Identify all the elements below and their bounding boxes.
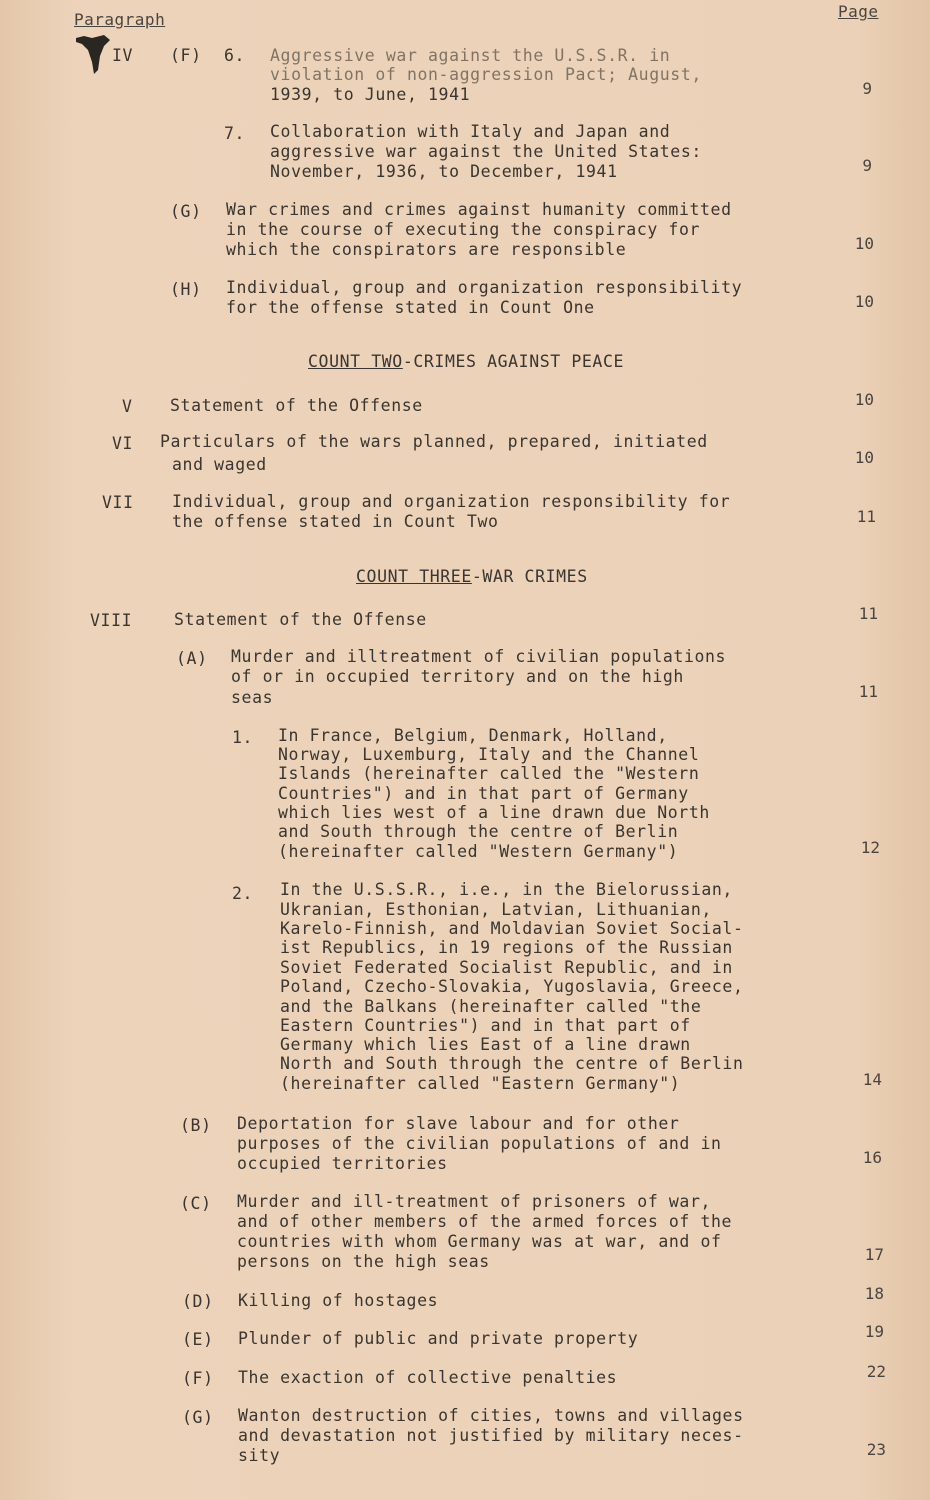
entry-text-line: Collaboration with Italy and Japan and xyxy=(270,122,671,141)
entry-text-line: Killing of hostages xyxy=(238,1291,439,1310)
item-num-2: 2. xyxy=(232,884,254,903)
entry-text-line: purposes of the civilian populations of and in xyxy=(237,1134,722,1153)
page-number: 12 xyxy=(860,838,880,857)
sub-iv-g: (G) xyxy=(170,202,202,221)
entry-text-line: (hereinafter called "Eastern Germany") xyxy=(280,1074,681,1093)
paragraph-column-header: Paragraph xyxy=(74,10,166,29)
entry-text-line: Individual, group and organization responsibility for xyxy=(172,492,731,511)
item-num-7: 7. xyxy=(224,124,246,143)
entry-text-line: North and South through the centre of Berlin xyxy=(280,1054,744,1073)
entry-text-line: sity xyxy=(238,1446,281,1465)
sub-viii-a: (A) xyxy=(176,649,208,668)
heading-underlined: COUNT THREE xyxy=(356,567,472,586)
entry-text-line: Individual, group and organization responsibility xyxy=(226,278,743,297)
entry-text-line: persons on the high seas xyxy=(237,1252,490,1271)
sub-viii-g: (G) xyxy=(182,1408,214,1427)
page-number: 11 xyxy=(858,682,878,701)
entry-text-line: violation of non-aggression Pact; August, xyxy=(270,65,702,84)
page-column-header: Page xyxy=(838,2,879,21)
entry-text-line: Wanton destruction of cities, towns and villages xyxy=(238,1406,744,1425)
item-num-1: 1. xyxy=(232,728,254,747)
sub-iv-h: (H) xyxy=(170,280,202,299)
entry-text-line: Deportation for slave labour and for other xyxy=(237,1114,680,1133)
heading-rest: -WAR CRIMES xyxy=(471,567,588,586)
entry-text-line: Particulars of the wars planned, prepared, initiated xyxy=(160,432,708,451)
page-number: 10 xyxy=(854,292,874,311)
entry-text-line: In France, Belgium, Denmark, Holland, xyxy=(278,726,668,745)
entry-text-line: (hereinafter called "Western Germany") xyxy=(278,842,679,861)
page-number: 14 xyxy=(862,1070,882,1089)
entry-text-line: Karelo-Finnish, and Moldavian Soviet Social- xyxy=(280,919,744,938)
sub-iv-f: (F) xyxy=(170,46,202,65)
page-number: 10 xyxy=(854,234,874,253)
page-number: 16 xyxy=(862,1148,882,1167)
entry-text-line: The exaction of collective penalties xyxy=(238,1368,618,1387)
entry-text-line: Plunder of public and private property xyxy=(238,1329,639,1348)
page-number: 9 xyxy=(862,79,872,98)
entry-text-line: In the U.S.S.R., i.e., in the Bielorussian, xyxy=(280,880,733,899)
entry-text-line: and devastation not justified by military neces- xyxy=(238,1426,744,1445)
sub-viii-f: (F) xyxy=(182,1369,214,1388)
para-viii: VIII xyxy=(90,611,133,630)
entry-text-line: of or in occupied territory and on the high xyxy=(231,667,684,686)
entry-text-line: Poland, Czecho-Slovakia, Yugoslavia, Greece, xyxy=(280,977,744,996)
page-number: 11 xyxy=(858,604,878,623)
entry-text-line: Soviet Federated Socialist Republic, and in xyxy=(280,958,733,977)
sub-viii-b: (B) xyxy=(180,1116,212,1135)
entry-text-line: Statement of the Offense xyxy=(174,610,427,629)
entry-text-line: the offense stated in Count Two xyxy=(172,512,499,531)
entry-text-line: 1939, to June, 1941 xyxy=(270,85,471,104)
entry-text-line: countries with whom Germany was at war, and of xyxy=(237,1232,722,1251)
page-number: 17 xyxy=(864,1245,884,1264)
entry-text-line: Germany which lies East of a line drawn xyxy=(280,1035,691,1054)
entry-text-line: Countries") and in that part of Germany xyxy=(278,784,689,803)
page-number: 18 xyxy=(864,1284,884,1303)
entry-text-line: and South through the centre of Berlin xyxy=(278,822,679,841)
ink-blot-mark xyxy=(74,32,114,76)
entry-text-line: Ukranian, Esthonian, Latvian, Lithuanian, xyxy=(280,900,712,919)
sub-viii-d: (D) xyxy=(182,1292,214,1311)
entry-text-line: seas xyxy=(231,688,274,707)
entry-text-line: which the conspirators are responsible xyxy=(226,240,627,259)
entry-text-line: and waged xyxy=(172,455,267,474)
para-vii: VII xyxy=(102,493,134,512)
page-number: 9 xyxy=(862,156,872,175)
section-heading-count-two xyxy=(308,352,624,371)
entry-text-line: Aggressive war against the U.S.S.R. in xyxy=(270,46,671,65)
entry-text-line: November, 1936, to December, 1941 xyxy=(270,162,618,181)
page-number: 19 xyxy=(864,1322,884,1341)
page-number: 10 xyxy=(854,390,874,409)
entry-text-line: Murder and illtreatment of civilian populations xyxy=(231,647,727,666)
sub-viii-c: (C) xyxy=(180,1194,212,1213)
entry-text-line: Murder and ill-treatment of prisoners of war, xyxy=(237,1192,712,1211)
entry-text-line: Eastern Countries") and in that part of xyxy=(280,1016,691,1035)
entry-text-line: aggressive war against the United States: xyxy=(270,142,702,161)
page-number: 22 xyxy=(866,1362,886,1381)
heading-rest: -CRIMES AGAINST PEACE xyxy=(402,352,625,371)
entry-text-line: and of other members of the armed forces of the xyxy=(237,1212,733,1231)
entry-text-line: in the course of executing the conspiracy for xyxy=(226,220,701,239)
entry-text-line: Statement of the Offense xyxy=(170,396,423,415)
entry-text-line: occupied territories xyxy=(237,1154,448,1173)
para-v: V xyxy=(122,397,133,416)
entry-text-line: ist Republics, in 19 regions of the Russian xyxy=(280,938,733,957)
section-heading-count-three xyxy=(356,567,588,586)
heading-underlined: COUNT TWO xyxy=(308,352,403,371)
entry-text-line: which lies west of a line drawn due North xyxy=(278,803,710,822)
page-number: 23 xyxy=(866,1440,886,1459)
para-vi: VI xyxy=(112,434,134,453)
page-number: 10 xyxy=(854,448,874,467)
item-num-6: 6. xyxy=(224,46,246,65)
para-iv: IV xyxy=(112,46,134,65)
sub-viii-e: (E) xyxy=(182,1330,214,1349)
entry-text-line: Islands (hereinafter called the "Western xyxy=(278,764,700,783)
entry-text-line: Norway, Luxemburg, Italy and the Channel xyxy=(278,745,700,764)
entry-text-line: for the offense stated in Count One xyxy=(226,298,595,317)
page-number: 11 xyxy=(856,507,876,526)
entry-text-line: and the Balkans (hereinafter called "the xyxy=(280,997,702,1016)
entry-text-line: War crimes and crimes against humanity committed xyxy=(226,200,732,219)
